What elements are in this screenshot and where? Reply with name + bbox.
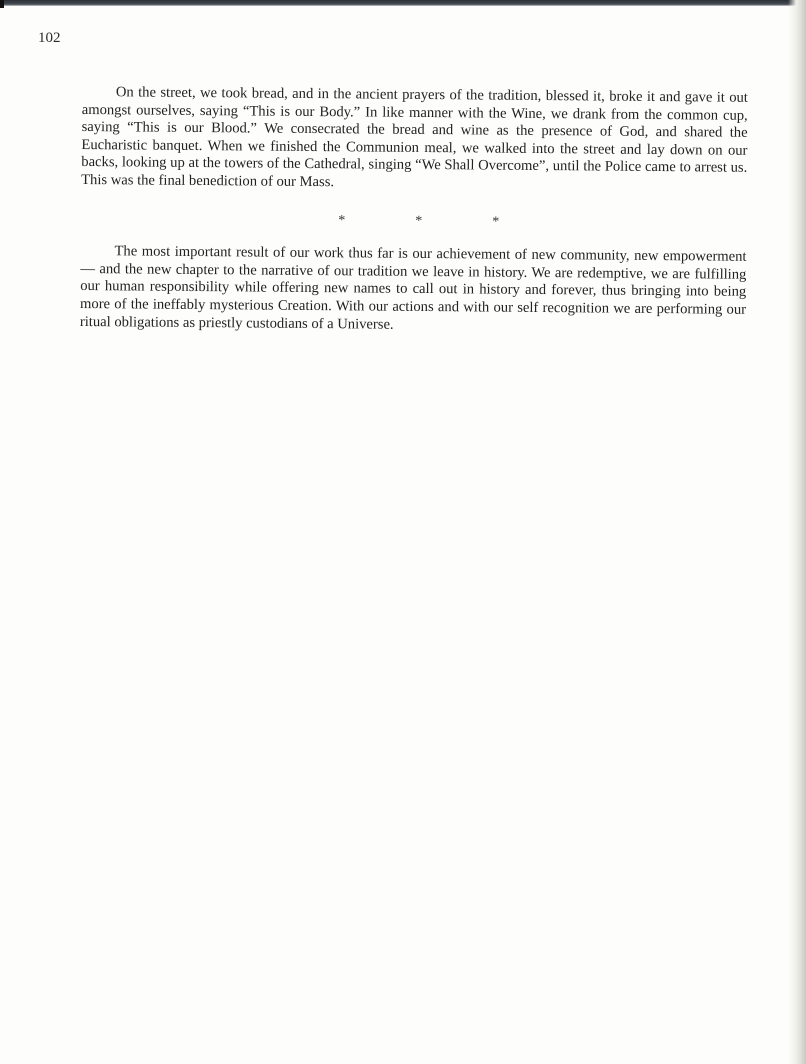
body-text	[80, 84, 748, 337]
separator-star: *	[492, 214, 500, 230]
page-gutter-shadow	[788, 0, 806, 1064]
separator-star: *	[338, 212, 346, 228]
scan-corner-mark	[0, 0, 4, 8]
page-number: 102	[38, 30, 61, 46]
paragraph-result: The most important result of our work thus far is our achievement of new community, new empowerment — and the new chapter to the narrative of our tradition we leave in history. We are redemptive, we are fulfilling our human responsibility while offering new names to call out in history and forever, thus bringing into being more of the ineffably mysterious Creation. With our actions and with our self recognition we are performing our ritual obligations as priestly custodians of a Universe.	[79, 243, 747, 333]
scan-top-edge	[0, 0, 806, 6]
section-separator	[81, 210, 747, 233]
paragraph-communion: On the street, we took bread, and in the ancient prayers of the tradition, blessed it, broke it and gave it out amongst ourselves, saying “This is our Body.” In like manner with the Wine, we drank from the common cup, saying “This is our Blood.” We consecrated the bread and wine as the presence of God, and shared the Eucharistic banquet. When we finished the Communion meal, we walked into the street and lay down on our backs, looking up at the towers of the Cathedral, singing “We Shall Overcome”, until the Police came to arrest us. This was the final benediction of our Mass.	[81, 84, 748, 191]
separator-star: *	[415, 213, 423, 229]
